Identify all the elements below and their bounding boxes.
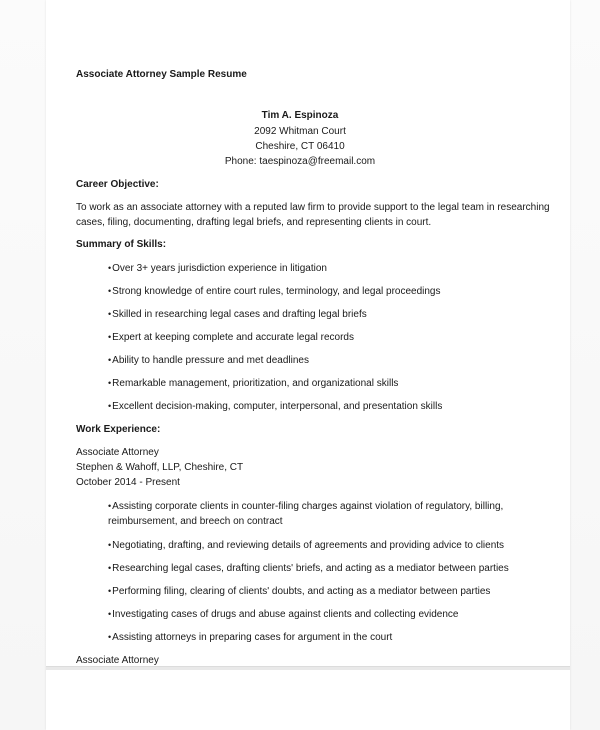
job-employer: Stephen & Wahoff, LLP, Cheshire, CT: [76, 462, 244, 473]
skills-heading: Summary of Skills:: [76, 239, 167, 250]
candidate-city: Cheshire, CT 06410: [255, 141, 345, 152]
skill-item: • Strong knowledge of entire court rules, terminology, and legal proceedings: [108, 285, 441, 298]
duty-item: • Performing filing, clearing of clients' doubts, and acting as a mediator between parties: [108, 585, 490, 598]
work-experience-heading: Work Experience:: [76, 424, 161, 435]
career-objective-heading: Career Objective:: [76, 179, 159, 190]
skill-item: • Over 3+ years jurisdiction experience in litigation: [108, 262, 327, 275]
candidate-phone: Phone: taespinoza@freemail.com: [224, 156, 376, 167]
duty-item: • Investigating cases of drugs and abuse against clients and collecting evidence: [108, 608, 459, 621]
job-title: Associate Attorney: [76, 655, 159, 666]
candidate-name: Tim A. Espinoza: [261, 110, 339, 121]
duty-item-continuation: reimbursement, and breech on contract: [108, 516, 283, 527]
duty-item: • Assisting corporate clients in counter-filing charges against violation of regulatory, billing,: [108, 500, 503, 513]
skill-item: • Skilled in researching legal cases and drafting legal briefs: [108, 308, 367, 321]
job-title: Associate Attorney: [76, 447, 159, 458]
skill-item: • Remarkable management, prioritization, and organizational skills: [108, 377, 398, 390]
duty-item: • Researching legal cases, drafting clients' briefs, and acting as a mediator between parties: [108, 562, 509, 575]
skill-item: • Expert at keeping complete and accurate legal records: [108, 331, 354, 344]
skill-item: • Excellent decision-making, computer, interpersonal, and presentation skills: [108, 400, 442, 413]
career-objective-line-2: cases, filing, documenting, drafting legal briefs, and representing clients in court.: [76, 217, 432, 228]
duty-item: • Negotiating, drafting, and reviewing details of agreements and providing advice to clients: [108, 539, 504, 552]
candidate-address: 2092 Whitman Court: [254, 126, 346, 137]
job-dates: October 2014 - Present: [76, 477, 180, 488]
skill-item: • Ability to handle pressure and met deadlines: [108, 354, 309, 367]
duty-item: • Assisting attorneys in preparing cases for argument in the court: [108, 631, 392, 644]
career-objective-line-1: To work as an associate attorney with a reputed law firm to provide support to the legal team in researching: [76, 202, 550, 213]
document-title: Associate Attorney Sample Resume: [76, 69, 247, 80]
